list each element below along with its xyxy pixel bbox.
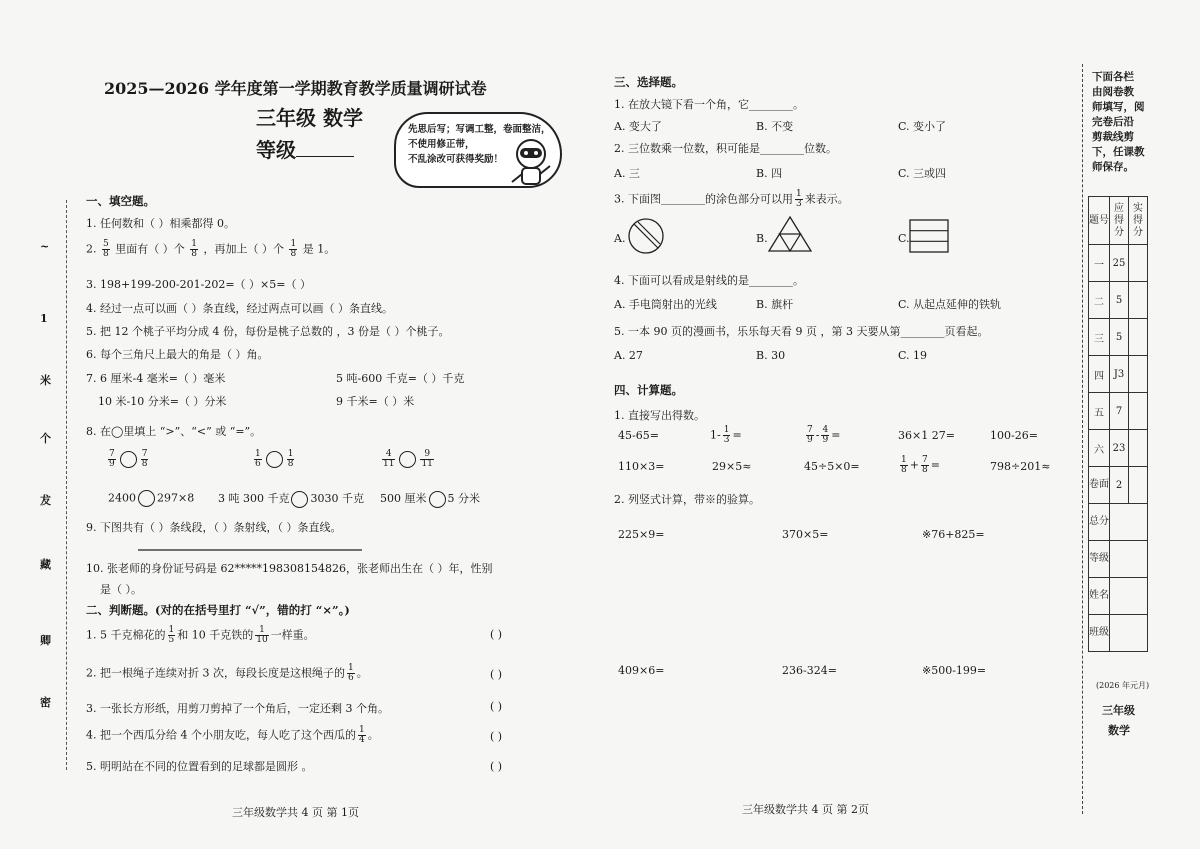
panel-grade: 三年级 bbox=[1102, 704, 1135, 717]
calc-item: 45-65= bbox=[618, 429, 659, 442]
compare-circle[interactable] bbox=[399, 451, 416, 468]
option[interactable]: C. 从起点延伸的铁轨 bbox=[898, 298, 1002, 311]
q-text: 里面有（ ）个 bbox=[115, 242, 185, 256]
question: 2. 三位数乘一位数，积可能是________位数。 bbox=[614, 142, 837, 155]
calc-item: 100-26= bbox=[990, 429, 1038, 442]
calc-item: 29×5≈ bbox=[712, 460, 752, 473]
row-actual[interactable] bbox=[1129, 467, 1148, 504]
question: 8. 在◯里填上 “>”、“<” 或 “=”。 bbox=[86, 425, 262, 438]
binding-line bbox=[66, 200, 67, 770]
row-no: 一 bbox=[1089, 245, 1110, 282]
question: 5. 明明站在不同的位置看到的足球都是圆形 。 bbox=[86, 760, 313, 773]
class-value[interactable] bbox=[1110, 615, 1148, 652]
option[interactable]: A. 三 bbox=[614, 167, 640, 180]
question: 3. 198+199-200-201-202=（ ）×5=（ ） bbox=[86, 278, 311, 291]
compare-item: 2400 297×8 bbox=[108, 490, 194, 507]
subheading: 1. 直接写出得数。 bbox=[614, 409, 705, 422]
question: 2. 把一根绳子连续对折 3 次，每段长度是这根绳子的 $\frac{1}{6}$ 。 bbox=[86, 663, 368, 683]
vertical-calc: 225×9= bbox=[618, 528, 665, 541]
row-score: J3 bbox=[1110, 356, 1129, 393]
triangle-figure-icon bbox=[766, 214, 814, 254]
question: 3. 下面图________的涂色部分可以用 $\frac{1}{3}$ 来表示。 bbox=[614, 189, 849, 209]
option[interactable]: C. 三或四 bbox=[898, 167, 947, 180]
binding-char: ~ bbox=[40, 240, 50, 253]
row-score: 25 bbox=[1110, 245, 1129, 282]
row-actual[interactable] bbox=[1129, 319, 1148, 356]
compare-item: $\frac{4}{11}$ $\frac{9}{11}$ bbox=[383, 449, 433, 469]
question: 1. 5 千克棉花的 $\frac{1}{5}$ 和 10 千克铁的 $\frac{1}{10}$ 一样重。 bbox=[86, 625, 315, 645]
grade-subject: 三年级 数学 bbox=[256, 106, 363, 130]
question: 4. 下面可以看成是射线的是________。 bbox=[614, 274, 804, 287]
vertical-calc: 370×5= bbox=[782, 528, 829, 541]
row-actual[interactable] bbox=[1129, 356, 1148, 393]
exam-title: 2025—2026 学年度第一学期教育教学质量调研试卷 bbox=[104, 79, 487, 98]
compare-circle[interactable] bbox=[429, 491, 446, 508]
question: 9 千米=（ ）米 bbox=[336, 395, 415, 408]
question: 5. 把 12 个桃子平均分成 4 份，每份是桃子总数的 ，3 份是（ ）个桃子。 bbox=[86, 325, 450, 338]
question: 10 米-10 分米=（ ）分米 bbox=[98, 395, 227, 408]
option[interactable]: B. 不变 bbox=[756, 120, 794, 133]
calc-item: 1- $\frac{1}{3}$ = bbox=[710, 425, 742, 445]
option[interactable]: C. 19 bbox=[898, 349, 928, 362]
row-score: 2 bbox=[1110, 467, 1129, 504]
bubble-line: 不使用修正带， bbox=[408, 139, 475, 150]
calc-item: 36×1 27= bbox=[898, 429, 955, 442]
answer-paren[interactable]: ( ) bbox=[490, 700, 503, 713]
vertical-calc: 236-324= bbox=[782, 664, 837, 677]
row-actual[interactable] bbox=[1129, 282, 1148, 319]
answer-paren[interactable]: ( ) bbox=[490, 668, 503, 681]
binding-char: 犮 bbox=[40, 494, 51, 507]
row-actual[interactable] bbox=[1129, 245, 1148, 282]
binding-char: 卿 bbox=[40, 634, 51, 647]
answer-paren[interactable]: ( ) bbox=[490, 730, 503, 743]
question: 10. 张老师的身份证号码是 62*****19830815​4826，张老师出生在（ ）年，性别 bbox=[86, 562, 493, 575]
table-header: 应得分 bbox=[1110, 197, 1129, 245]
compare-item: $\frac{1}{6}$ $\frac{1}{8}$ bbox=[255, 449, 294, 469]
name-label: 姓名 bbox=[1089, 578, 1110, 615]
fraction: $\frac{1}{8}$ bbox=[191, 239, 197, 259]
binding-char: 藏 bbox=[40, 558, 51, 571]
level-field bbox=[256, 134, 354, 163]
fraction: $\frac{5}{8}$ bbox=[103, 239, 109, 259]
option[interactable]: A. 变大了 bbox=[614, 120, 662, 133]
fraction: $\frac{1}{8}$ bbox=[290, 239, 297, 259]
level-value[interactable] bbox=[1110, 541, 1148, 578]
score-table bbox=[1088, 196, 1148, 652]
vertical-calc: ※500-199= bbox=[922, 664, 987, 677]
compare-circle[interactable] bbox=[266, 451, 283, 468]
name-value[interactable] bbox=[1110, 578, 1148, 615]
compare-item: 3 吨 300 千克 3030 千克 bbox=[218, 490, 364, 508]
answer-paren[interactable]: ( ) bbox=[490, 760, 503, 773]
level-blank bbox=[296, 140, 354, 157]
option[interactable]: B. 旗杆 bbox=[756, 298, 794, 311]
calc-item: 45÷5×0= bbox=[804, 460, 860, 473]
row-no: 六 bbox=[1089, 430, 1110, 467]
table-header: 题号 bbox=[1089, 197, 1110, 245]
row-no: 三 bbox=[1089, 319, 1110, 356]
circle-figure-icon bbox=[626, 216, 666, 256]
question: 4. 把一个西瓜分给 4 个小朋友吃，每人吃了这个西瓜的 $\frac{1}{4}$ 。 bbox=[86, 725, 379, 745]
panel-subject: 数学 bbox=[1108, 724, 1130, 737]
question: 是（ ）。 bbox=[100, 583, 142, 596]
question bbox=[86, 240, 335, 259]
q-text: ，再加上（ ）个 bbox=[203, 242, 284, 256]
question: 3. 一张长方形纸，用剪刀剪掉了一个角后，一定还剩 3 个角。 bbox=[86, 702, 389, 715]
panel-date: (2026 年元月) bbox=[1096, 681, 1150, 690]
option[interactable]: B. 30 bbox=[756, 349, 786, 362]
panel-instruction: 下面各栏 由阅卷教 师填写，阅 完卷后沿 剪裁线剪 下，任课教 师保存。 bbox=[1092, 71, 1145, 173]
compare-circle[interactable] bbox=[291, 491, 308, 508]
binding-char: 1 bbox=[40, 312, 48, 325]
section-heading: 四、计算题。 bbox=[614, 383, 683, 397]
class-label: 班级 bbox=[1089, 615, 1110, 652]
row-score: 7 bbox=[1110, 393, 1129, 430]
row-no: 卷面 bbox=[1089, 467, 1110, 504]
calc-item: 110×3= bbox=[618, 460, 665, 473]
option[interactable]: A. bbox=[614, 232, 626, 245]
line-figure bbox=[136, 545, 366, 555]
row-no: 五 bbox=[1089, 393, 1110, 430]
binding-char: 密 bbox=[40, 696, 51, 709]
question: 6. 每个三角尺上最大的角是（ ）角。 bbox=[86, 348, 269, 361]
level-label: 等级 bbox=[1089, 541, 1110, 578]
compare-circle[interactable] bbox=[138, 490, 155, 507]
cut-line bbox=[1082, 64, 1083, 814]
row-score: 5 bbox=[1110, 319, 1129, 356]
row-actual[interactable] bbox=[1129, 393, 1148, 430]
page-footer: 三年级数学共 4 页 第 1页 bbox=[232, 806, 359, 819]
row-no: 二 bbox=[1089, 282, 1110, 319]
calc-item: 798÷201≈ bbox=[990, 460, 1051, 473]
option[interactable]: B. bbox=[756, 232, 768, 245]
robot-mascot-icon bbox=[506, 136, 556, 192]
q-text: 2. bbox=[86, 242, 97, 256]
calc-item: $\frac{1}{8}$ + $\frac{7}{8}$ = bbox=[901, 455, 940, 475]
total-value[interactable] bbox=[1110, 504, 1148, 541]
subheading: 2. 列竖式计算，带※的验算。 bbox=[614, 493, 760, 506]
q-text: 是 1。 bbox=[302, 242, 336, 256]
table-header: 实得分 bbox=[1129, 197, 1148, 245]
vertical-calc: ※76+825= bbox=[922, 528, 985, 541]
section-heading: 一、填空题。 bbox=[86, 194, 155, 208]
question: 9. 下图共有（ ）条线段，（ ）条射线，（ ）条直线。 bbox=[86, 521, 342, 534]
compare-item: 500 厘米 5 分米 bbox=[380, 490, 480, 508]
binding-char: 个 bbox=[40, 432, 51, 445]
calc-item: $\frac{7}{9}$ - $\frac{4}{9}$ = bbox=[807, 425, 841, 445]
question: 1. 在放大镜下看一个角，它________。 bbox=[614, 98, 804, 111]
row-score: 5 bbox=[1110, 282, 1129, 319]
question: 4. 经过一点可以画（ ）条直线，经过两点可以画（ ）条直线。 bbox=[86, 302, 393, 315]
row-actual[interactable] bbox=[1129, 430, 1148, 467]
compare-item: $\frac{7}{9}$ $\frac{7}{8}$ bbox=[109, 449, 148, 469]
bubble-line: 不乱涂改可获得奖励！ bbox=[408, 154, 504, 165]
compare-circle[interactable] bbox=[120, 451, 137, 468]
level-label: 等级 bbox=[256, 138, 296, 162]
option[interactable]: A. 手电筒射出的光线 bbox=[614, 298, 717, 311]
answer-paren[interactable]: ( ) bbox=[490, 628, 503, 641]
rectangle-figure-icon bbox=[908, 218, 950, 254]
section-heading: 二、判断题。(对的在括号里打 “√”，错的打 “×”。) bbox=[86, 603, 350, 617]
question: 7. 6 厘米-4 毫米=（ ）毫米 bbox=[86, 372, 226, 385]
question: 5. 一本 90 页的漫画书，乐乐每天看 9 页 ，第 3 天要从第________页看起。 bbox=[614, 325, 989, 338]
vertical-calc: 409×6= bbox=[618, 664, 665, 677]
row-score: 23 bbox=[1110, 430, 1129, 467]
bubble-line: 先思后写；写调工整，卷面整洁， bbox=[408, 124, 551, 135]
option[interactable]: A. 27 bbox=[614, 349, 643, 362]
option[interactable]: B. 四 bbox=[756, 167, 783, 180]
option[interactable]: C. bbox=[898, 232, 910, 245]
row-no: 四 bbox=[1089, 356, 1110, 393]
page-footer: 三年级数学共 4 页 第 2页 bbox=[742, 803, 869, 816]
binding-char: 米 bbox=[40, 374, 51, 387]
option[interactable]: C. 变小了 bbox=[898, 120, 947, 133]
question: 5 吨-600 千克=（ ）千克 bbox=[336, 372, 465, 385]
question: 1. 任何数和（ ）相乘都得 0。 bbox=[86, 217, 235, 230]
total-label: 总分 bbox=[1089, 504, 1110, 541]
section-heading: 三、选择题。 bbox=[614, 75, 683, 89]
